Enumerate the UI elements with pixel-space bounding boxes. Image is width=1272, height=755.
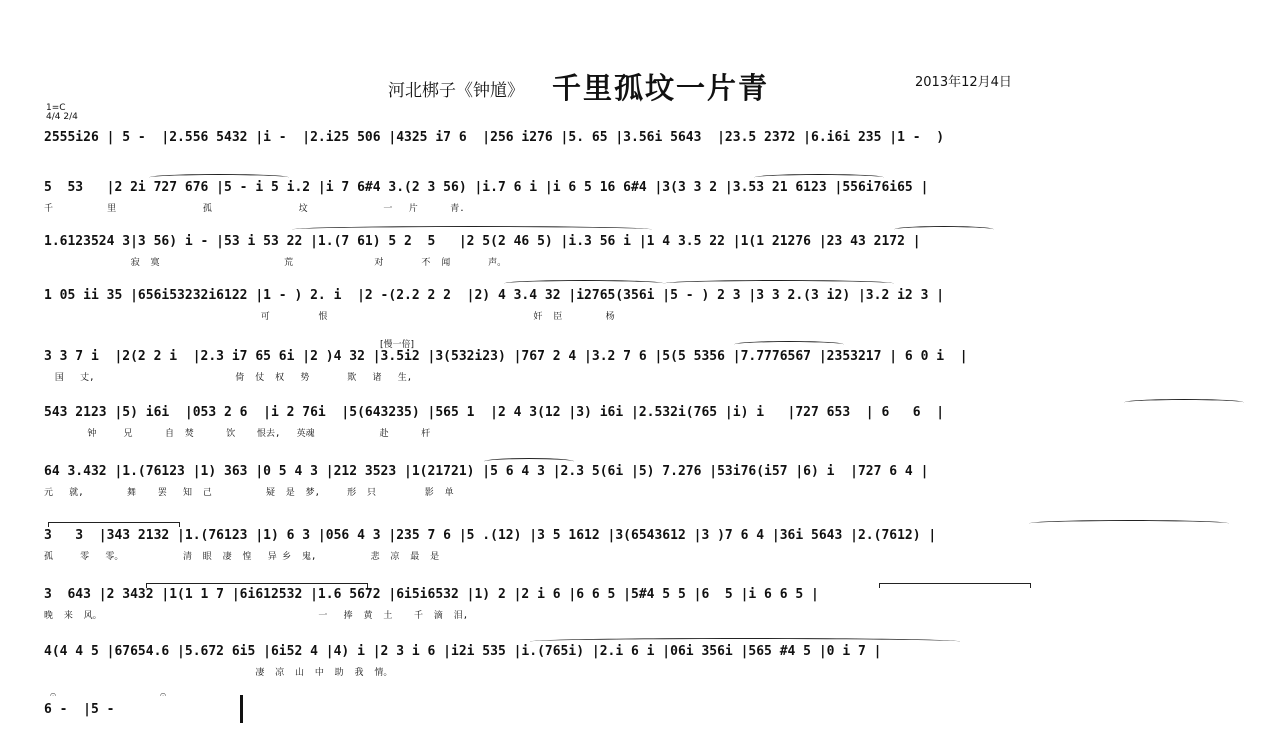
score-title: 千里孤坟一片青 <box>552 71 770 105</box>
system-1 <box>44 118 1224 166</box>
system-10 <box>44 632 1224 680</box>
system-lyrics <box>44 151 1224 165</box>
system-lyrics: 晚 来 风。 一 捧 黄 土 千 滴 泪, <box>44 611 479 621</box>
slur <box>664 280 894 287</box>
fermata-icon: 𝄐 <box>160 688 167 701</box>
system-lyrics: 元 就, 舞 罢 知 己 疑 是 梦, 形 只 影 单 <box>44 488 465 498</box>
system-notes: 543 2123 |5) i6i |053 2 6 |i 2 76i |5(643235) |565 1 |2 4 3(12 |3) i6i |2.532i(765 |i) i |727 653 | 6 6 | <box>44 405 945 420</box>
system-lyrics: 寂 寞 荒 对 不 闻 声。 <box>44 258 680 268</box>
system-lyrics: 孤 零 零。 清 眼 凄 惶 异 乡 鬼, 悲 凉 最 是 <box>44 552 456 562</box>
system-notes: 1.6123524 3|3 56) i - |53 i 53 22 |1.(7 61) 5 2 5 |2 5(2 46 5) |i.3 56 i |1 4 3.5 22 |1(1 21276 |23 43 2172 | <box>44 234 921 249</box>
slur <box>894 226 994 233</box>
system-notes: 6 - |5 - <box>44 702 131 717</box>
fermata-icon: 𝄐 <box>50 688 57 701</box>
system-notes: 3 3 7 i |2(2 2 i |2.3 i7 65 6i |2 )4 32 |3.5i2 |3(532i23) |767 2 4 |3.2 7 6 |5(5 5356 |7.7776567 |2353217 | 6 0 i | <box>44 349 968 364</box>
system-lyrics: 钟 兄 自 焚 饮 恨去, 英魂 赴 杆 <box>44 429 447 439</box>
slur <box>1029 520 1229 527</box>
score-date: 2013年12月4日 <box>915 75 1012 90</box>
system-notes: 64 3.432 |1.(76123 |1) 363 |0 5 4 3 |212 3523 |1(21721) |5 6 4 3 |2.3 5(6i |5) 7.276 |53i76(i57 |6) i |727 6 4 | <box>44 464 929 479</box>
system-notes: 1 05 ii 35 |656i53232i6122 |1 - ) 2. i |2 -(2.2 2 2 |2) 4 3.4 32 |i2765(356i |5 - ) 2 3 |3 3 2.(3 i2) |3.2 i2 3 | <box>44 288 945 303</box>
system-notes: 5 53 |2 2i 727 676 |5 - i 5 i.2 |i 7 6#4 3.(2 3 56) |i.7 6 i |i 6 5 16 6#4 |3(3 3 2 |3.53 21 6123 |556i76i65 | <box>44 180 929 195</box>
score-subtitle: 河北梆子《钟馗》 <box>388 81 524 101</box>
system-notes: 4(4 4 5 |67654.6 |5.672 6i5 |6i52 4 |4) i |2 3 i 6 |i2i 535 |i.(765i) |2.i 6 i |06i 356i |565 #4 5 |0 i 7 | <box>44 644 882 659</box>
system-notes: 3 3 |343 2132 |1.(76123 |1) 6 3 |056 4 3 |235 7 6 |5 .(12) |3 5 1612 |3(6543612 |3 )7 6 4 |36i 5643 |2.(7612) | <box>44 528 937 543</box>
system-lyrics: 国 丈, 倚 仗 权 势 欺 诸 生, <box>44 373 678 383</box>
system-8 <box>44 516 1224 564</box>
system-3 <box>44 222 1224 270</box>
system-7 <box>44 452 1224 500</box>
slur <box>292 226 652 233</box>
system-6 <box>44 393 1224 441</box>
meter: 4/4 2/4 <box>46 112 78 122</box>
system-11 <box>44 690 1224 738</box>
title-row <box>0 66 1272 106</box>
system-lyrics <box>44 723 1224 737</box>
slur <box>734 341 844 348</box>
system-5 <box>44 337 1224 385</box>
system-notes: 3 643 |2 3432 |1(1 1 7 |6i612532 |1.6 5672 |6i5i6532 |1) 2 |2 i 6 |6 6 5 |5#4 5 5 |6 5 |i 6 6 5 | <box>44 587 819 602</box>
system-lyrics: 千 里 孤 坟 一 片 青. <box>44 204 671 214</box>
system-4 <box>44 276 1224 324</box>
slur <box>504 280 664 287</box>
system-2 <box>44 168 1224 216</box>
system-lyrics: 可 恨 奸 臣 杨 <box>44 312 648 322</box>
tempo-marking: [慢一倍] <box>380 340 415 350</box>
final-barline <box>240 695 243 723</box>
bracket <box>48 522 180 527</box>
tonality: 1=C <box>46 103 66 113</box>
system-9 <box>44 575 1224 623</box>
system-notes: 2555i26 | 5 - |2.556 5432 |i - |2.i25 506 |4325 i7 6 |256 i276 |5. 65 |3.56i 5643 |23.5 2372 |6.i6i 235 |1 - ) <box>44 130 945 145</box>
system-lyrics: 凄 凉 山 中 助 我 情。 <box>44 668 415 678</box>
